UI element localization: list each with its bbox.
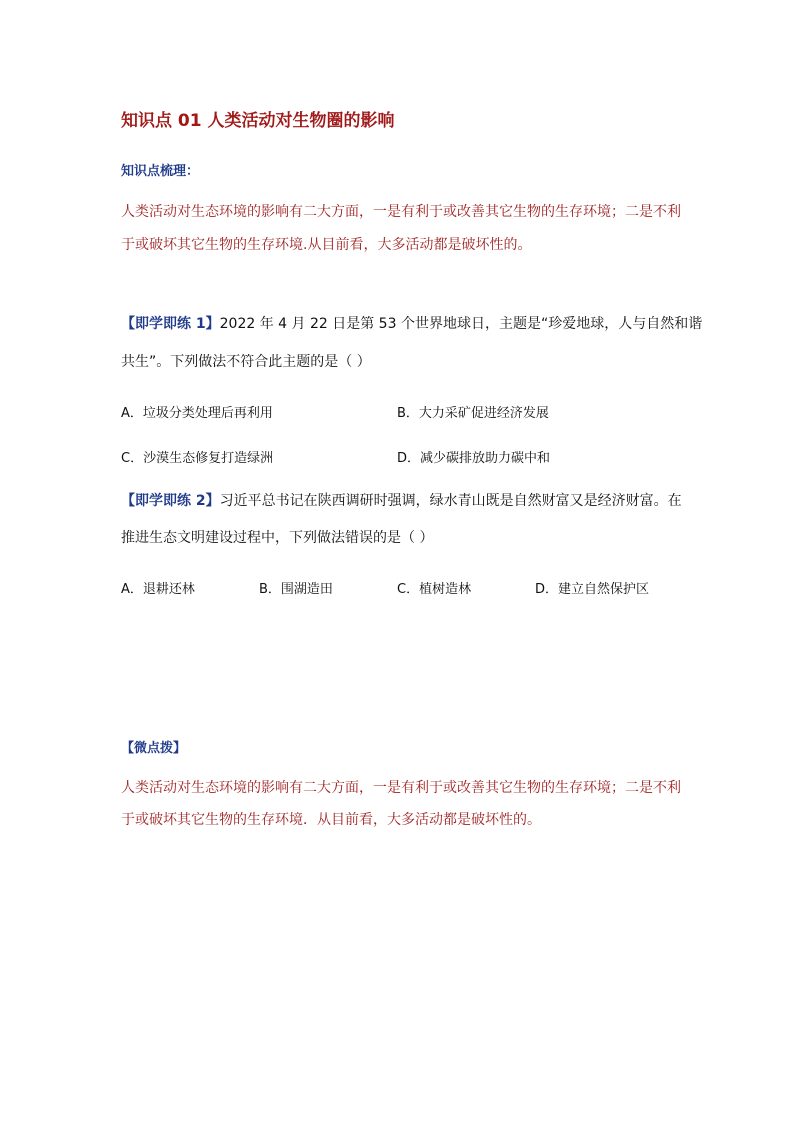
summary-line-1: 人类活动对生态环境的影响有二大方面，一是有利于或改善其它生物的生存环境；二是不利: [121, 204, 681, 220]
question-2-stem-1: 习近平总书记在陕西调研时强调，绿水青山既是自然财富又是经济财富。在: [219, 493, 682, 509]
section-title: 知识点 01 人类活动对生物圈的影响: [121, 111, 395, 131]
question-2-line-1: [121, 490, 682, 510]
tip-heading: 【微点拨】: [121, 741, 187, 756]
q2-option-a[interactable]: A．退耕还林: [121, 582, 195, 597]
question-1-stem-1: 2022 年 4 月 22 日是第 53 个世界地球日，主题是“珍爱地球，人与自然和谐: [219, 316, 703, 332]
q1-option-c[interactable]: C．沙漠生态修复打造绿洲: [121, 451, 274, 466]
q1-option-b[interactable]: B．大力采矿促进经济发展: [397, 406, 549, 421]
question-1-tag: 【即学即练 1】: [121, 316, 220, 332]
summary-line-2: 于或破坏其它生物的生存环境.从目前看，大多活动都是破坏性的。: [121, 237, 532, 253]
q2-option-b[interactable]: B．围湖造田: [259, 582, 333, 597]
q1-option-a[interactable]: A．垃圾分类处理后再利用: [121, 406, 273, 421]
tip-line-1: 人类活动对生态环境的影响有二大方面，一是有利于或改善其它生物的生存环境；二是不利: [121, 780, 681, 796]
q2-option-d[interactable]: D．建立自然保护区: [535, 582, 650, 597]
question-2-tag: 【即学即练 2】: [121, 493, 220, 509]
q1-option-d[interactable]: D．减少碳排放助力碳中和: [397, 451, 551, 466]
q2-option-c[interactable]: C．植树造林: [397, 582, 472, 597]
question-1-line-2: 共生”。下列做法不符合此主题的是（ ）: [121, 354, 371, 370]
summary-heading: 知识点梳理：: [121, 164, 200, 179]
question-1-line-1: [121, 313, 702, 333]
tip-line-2: 于或破坏其它生物的生存环境．从目前看，大多活动都是破坏性的。: [121, 812, 541, 828]
question-2-line-2: 推进生态文明建设过程中，下列做法错误的是（ ）: [121, 530, 434, 546]
